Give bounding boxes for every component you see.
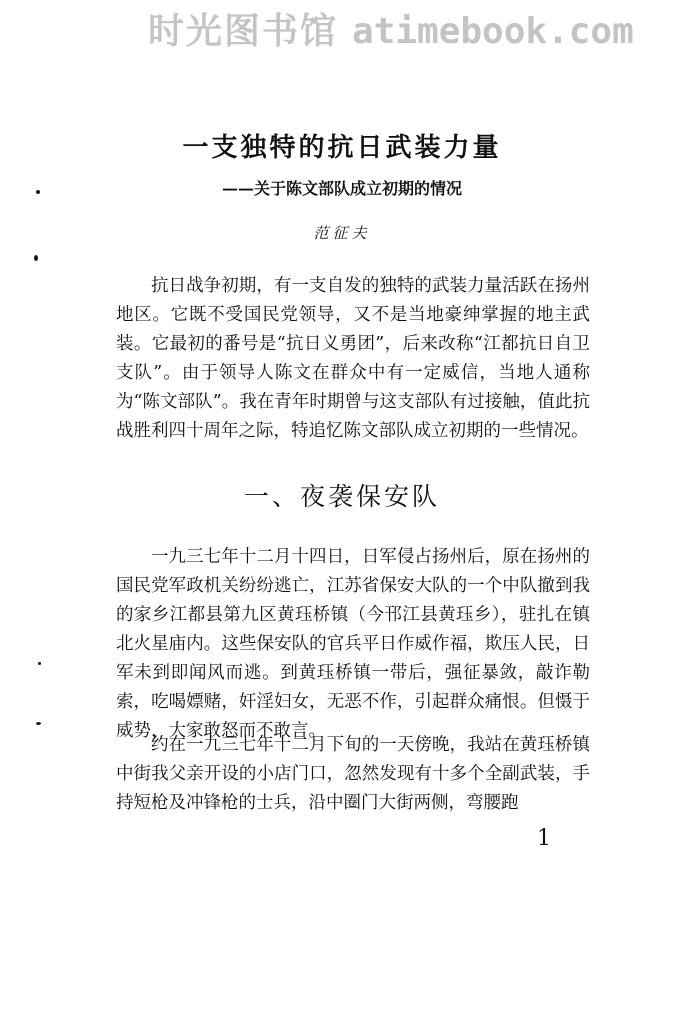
watermark-site-name: 时光图书馆: [148, 11, 339, 52]
article-author: 范征夫: [313, 224, 371, 242]
scan-speck: [34, 255, 38, 261]
site-watermark: [148, 8, 684, 56]
scan-speck: [38, 662, 41, 665]
article-subtitle: ——关于陈文部队成立初期的情况: [221, 179, 462, 198]
scan-speck: [36, 722, 41, 725]
body-paragraph: 约在一九三七年十二月下旬的一天傍晚，我站在黄珏桥镇中街我父亲开设的小店门口，忽然发现有十多个全副武装，手持短枪及冲锋枪的士兵，沿中圈门大街两侧，弯腰跑: [116, 735, 590, 813]
watermark-site-url: atimebook.com: [352, 11, 634, 52]
body-paragraph: 一九三七年十二月十四日，日军侵占扬州后，原在扬州的国民党军政机关纷纷逃亡，江苏省保安大队的一个中队撤到我的家乡江都县第九区黄珏桥镇（今邗江县黄珏乡），驻扎在镇北火星庙内。这些保安队的官兵平日作威作福，欺压人民，日军未到即闻风而逃。到黄珏桥镇一带后，强征暴敛，敲诈勒索，吃喝嫖赌，奸淫妇女，无恶不作，引起群众痛恨。但慑于威势，大家敢怒而不敢言。: [116, 547, 590, 741]
intro-paragraph: 抗日战争初期，有一支自发的独特的武装力量活跃在扬州地区。它既不受国民党领导，又不是当地豪绅掌握的地主武装。它最初的番号是“抗日义勇团”，后来改称“江都抗日自卫支队”。由于领导人陈文在群众中有一定威信，当地人通称为“陈文部队”。我在青年时期曾与这支部队有过接触，值此抗战胜利四十周年之际，特追忆陈文部队成立初期的一些情况。: [116, 276, 590, 441]
page-number: 1: [537, 826, 551, 851]
scan-speck: [36, 190, 40, 194]
section-heading: 一、夜袭保安队: [243, 482, 440, 511]
article-title: 一支独特的抗日武装力量: [182, 133, 502, 163]
